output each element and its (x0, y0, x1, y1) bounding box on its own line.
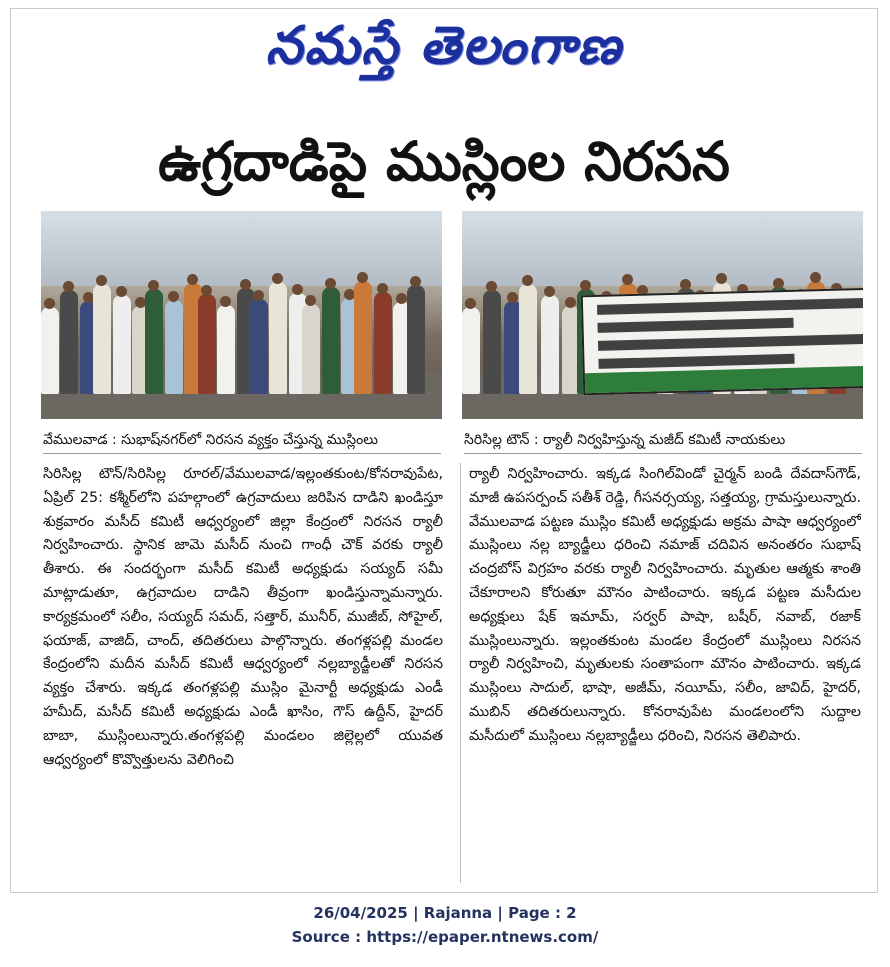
photo-person (302, 304, 320, 395)
photo-person (113, 295, 131, 394)
photo-person (374, 292, 392, 395)
article-headline: ఉగ్రదాడిపై ముస్లింల నిరసన (158, 130, 730, 193)
article-column-1 (43, 463, 443, 891)
article-column-2 (469, 463, 861, 891)
photo-person (354, 281, 372, 395)
photo-person (217, 305, 235, 395)
photo-person (483, 290, 501, 394)
column-divider (460, 463, 461, 883)
photo-person (165, 300, 183, 394)
photo-left-caption: వేములవాడ : సుభాష్‌నగర్‌లో నిరసన వ్యక్తం చేస్తున్న ముస్లింలు (43, 427, 441, 454)
protest-banner (581, 287, 863, 396)
photo-person (198, 294, 216, 394)
footer-source-link[interactable]: Source : https://epaper.ntnews.com/ (291, 928, 599, 946)
photo-person (250, 299, 268, 395)
photo-left (41, 211, 442, 419)
photo-person (407, 285, 425, 394)
photo-person (60, 290, 78, 394)
photo-person (519, 284, 537, 394)
photo-right-caption: సిరిసిల్ల టౌన్ : ర్యాలీ నిర్వహిస్తున్న మజీద్ కమిటీ నాయకులు (464, 427, 862, 454)
newspaper-masthead: నమస్తే తెలంగాణ (265, 15, 623, 76)
photo-person (462, 307, 480, 394)
article-text: సిరిసిల్ల టౌన్/సిరిసిల్ల రూరల్/వేములవాడ/ఇల్లంతకుంట/కోనరావుపేట, ఏప్రిల్ 25: కశ్మీర్‌లోని పహల్గాంలో ఉగ్రవాదులు జరిపిన దాడిని ఖండిస్తూ శుక్రవారం మసీద్ కమిటీ ఆధ్వర్యంలో జిల్లా కేంద్రంలో నిరసన ర్యాలీ నిర్వహించారు. స్థానిక జామె మసీద్ నుంచి గాంధీ చౌక్ వరకు ర్యాలీ తీశారు. ఈ సందర్భంగా మసీద్ కమిటీ అధ్యక్షుడు సయ్యద్ సమీ మాట్లాడుతూ, ఉగ్రవాదుల దాడిని తీవ్రంగా ఖండిస్తున్నామన్నారు. కార్యక్రమంలో సలీం, సయ్యద్ సమద్, సత్తార్, మునీర్, ముజీబ్, సోహైల్, ఫయాజ్, వాజిద్, చాంద్, తదితరులు పాల్గొన్నారు. తంగళ్లపల్లి మండల కేంద్రంలోని మదీన మసీద్ కమిటీ ఆధ్వర్యంలో నల్లబ్యాడ్జీలతో నిరసన వ్యక్తం చేశారు. ఇక్కడ తంగళ్లపల్లి ముస్లిం మైనార్టీ అధ్యక్షుడు ఎండీ హమీద్, మసీద్ కమిటీ అధ్యక్షుడు ఎండీ ఖాసిం, గౌస్ ఉద్దీన్, హైదర్ బాబా, ముస్లింలున్నారు.తంగళ్లపల్లి మండలం జిల్లెల్లలో యువత ఆధ్వర్యంలో కొవ్వొత్తులను వెలిగించి (43, 466, 443, 768)
photo-person (269, 282, 287, 395)
photo-person (541, 295, 559, 394)
clipping-frame (10, 8, 878, 893)
photo-right (462, 211, 863, 419)
photo-person (322, 287, 340, 395)
photo-person (41, 307, 59, 394)
photo-person (145, 289, 163, 394)
footer-date-line: 26/04/2025 | Rajanna | Page : 2 (313, 904, 577, 922)
photo-person (93, 284, 111, 394)
article-text: ర్యాలీ నిర్వహించారు. ఇక్కడ సింగిల్‌విండో చైర్మన్ బండి దేవదాస్‌గౌడ్, మాజీ ఉపసర్పంచ్ సతీశ్ రెడ్డి, గీసనర్సయ్య, సత్తయ్య, గ్రామస్తులున్నారు. వేములవాడ పట్టణ ముస్లిం కమిటీ అధ్యక్షుడు అక్రమ పాషా ఆధ్వర్యంలో ముస్లింలు నల్ల బ్యాడ్జీలు ధరించి నమాజ్ చదివిన అనంతరం సుభాష్ చంద్రబోస్ విగ్రహం వరకు ర్యాలీ నిర్వహించారు. మృతుల ఆత్మకు శాంతి చేకూరాలని కోరుతూ మౌనం పాటించారు. ఇక్కడ పట్టణ మసీదుల అధ్యక్షులు షేక్ ఇమామ్, సర్వర్ పాషా, బషీర్, నవాబ్, రజాక్ ముస్లింలున్నారు. ఇల్లంతకుంట మండల కేంద్రంలో ముస్లింలు నిరసన ర్యాలీ నిర్వహించి, మృతులకు సంతాపంగా మౌనం పాటించారు. ఇక్కడ ముస్లింలు సాదుల్, భాషా, అజీమ్, నయీమ్, సలీం, జావిద్, హైదర్, ముబిన్ తదితరులున్నారు. కోనరావుపేట మండలంలోని సుద్దాల మసీదులో ముస్లింలు నల్లబ్యాడ్జీలు ధరించి, నిరసన తెలిపారు. (469, 466, 861, 744)
